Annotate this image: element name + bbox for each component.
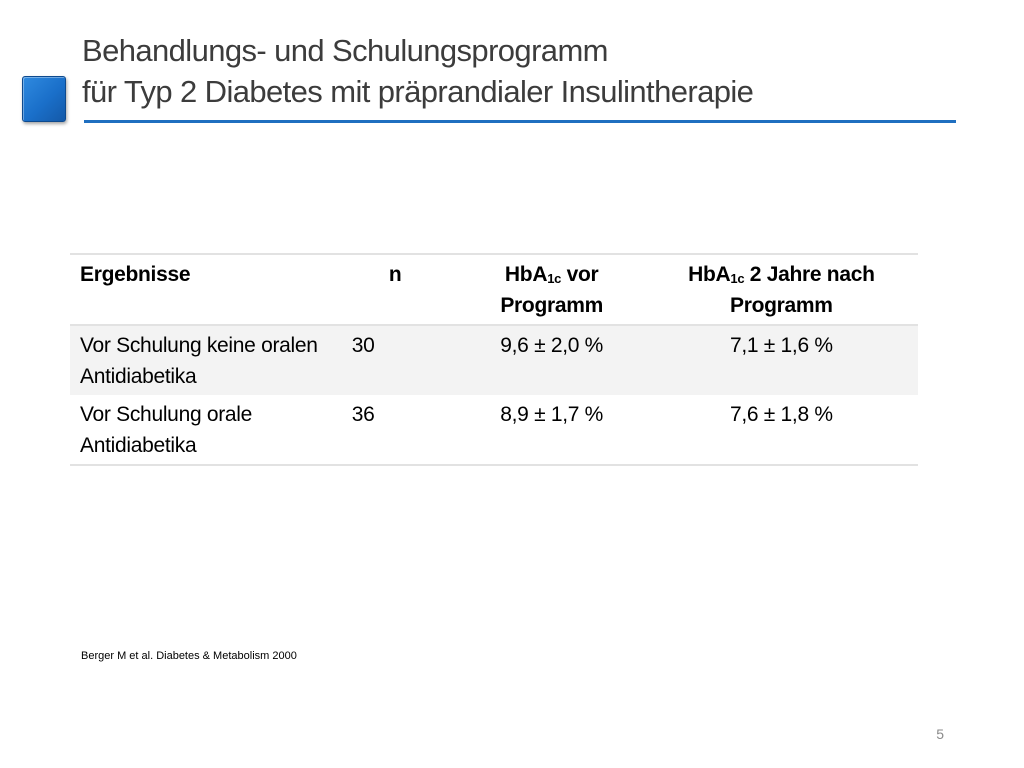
table-row bbox=[70, 395, 918, 465]
page-number: 5 bbox=[936, 726, 944, 742]
row-n: 30 bbox=[351, 334, 375, 357]
table-row bbox=[70, 325, 918, 395]
row-hba1c-before: 9,6 ± 2,0 % bbox=[500, 334, 604, 357]
header-hba1c-before-prefix: HbA bbox=[504, 263, 548, 286]
header-hba1c-after-suffix: 2 Jahre nach bbox=[744, 263, 875, 286]
row-hba1c-after: 7,6 ± 1,8 % bbox=[729, 403, 833, 426]
citation: Berger M et al. Diabetes & Metabolism 2000 bbox=[81, 650, 297, 662]
header-hba1c-before bbox=[459, 254, 645, 325]
results-table bbox=[70, 253, 918, 466]
header-hba1c-before-sub: 1c bbox=[547, 271, 562, 286]
table-header-row bbox=[70, 254, 918, 325]
header-hba1c-after-line2: Programm bbox=[730, 294, 833, 317]
row-n: 36 bbox=[351, 403, 375, 426]
row-hba1c-after: 7,1 ± 1,6 % bbox=[729, 334, 833, 357]
header-hba1c-after-line1 bbox=[655, 259, 908, 290]
row-label: Vor Schulung keine oralen Antidiabetika bbox=[80, 334, 318, 388]
header-hba1c-before-line2: Programm bbox=[500, 294, 603, 317]
header-hba1c-before-suffix: vor bbox=[561, 263, 599, 286]
header-hba1c-after-sub: 1c bbox=[730, 271, 745, 286]
table-body bbox=[70, 325, 918, 465]
slide-title bbox=[82, 30, 982, 112]
accent-square bbox=[22, 76, 66, 122]
header-hba1c-before-line1 bbox=[469, 259, 635, 290]
title-line-2: für Typ 2 Diabetes mit präprandialer Insulintherapie bbox=[82, 74, 754, 109]
header-results: Ergebnisse bbox=[80, 263, 191, 286]
row-hba1c-before: 8,9 ± 1,7 % bbox=[500, 403, 604, 426]
row-label: Vor Schulung orale Antidiabetika bbox=[80, 403, 253, 457]
table-header bbox=[70, 254, 918, 325]
title-line-1: Behandlungs- und Schulungsprogramm bbox=[82, 33, 608, 68]
title-underline bbox=[84, 120, 956, 123]
header-hba1c-after bbox=[645, 254, 918, 325]
header-n: n bbox=[388, 263, 402, 286]
header-hba1c-after-prefix: HbA bbox=[688, 263, 731, 286]
